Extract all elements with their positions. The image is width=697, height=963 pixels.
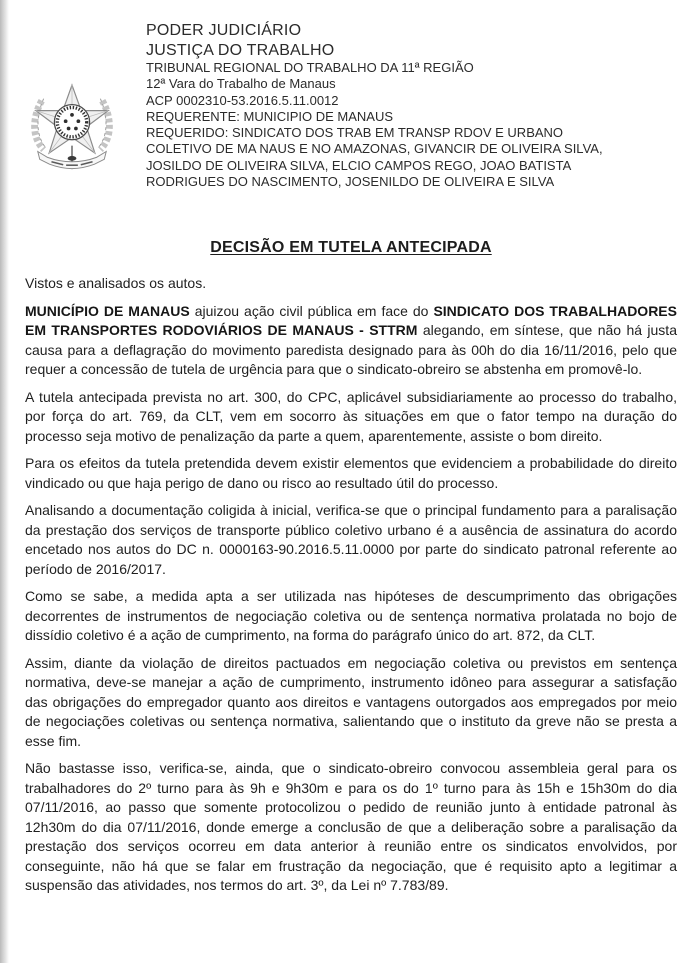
text-segment: ajuizou ação civil pública em face do [189,302,434,319]
text-segment: Como se sabe, a medida apta a ser utilizada nas hipóteses de descumprimento das obrigações decorrentes de instrumentos de negociação coletiva ou de sentença normativa prolatada no bojo de dissídio coletivo é a ação de cumprimento, na forma do parágrafo único do art. 872, da CLT. [25,588,677,643]
header-line: PODER JUDICIÁRIO [146,22,302,39]
header-line: ACP 0002310-53.2016.5.11.0012 [146,92,339,108]
text-segment: Não bastasse isso, verifica-se, ainda, que o sindicato-obreiro convocou assembleia geral para os trabalhadores do 2º turno para às 9h e 9h30m e para os do 1º turno para às 15h e 15h30m do dia 07/11/2016, ao passo que somente protocolizou o pedido de reunião junto à entidade patronal às 12h30m do dia 07/11/2016, donde emerge a conclusão de que a deliberação sobre a paralisação da prestação dos serviços ocorreu em data anterior à reunião entre os sindicatos envolvidos, por conseguinte, não há que se falar em frustração da negociação, que é requisito apto a legitimar a suspensão das atividades, nos termos do art. 3º, da Lei nº 7.783/89. [25,760,677,893]
paragraph [25,501,677,579]
header-line: JUSTIÇA DO TRABALHO [146,41,335,59]
text-segment: Assim, diante da violação de direitos pactuados em negociação coletiva ou previstos em sentença normativa, deve-se manejar a ação de cumprimento, instrumento idôneo para assegurar a satisfação das obrigações do empregador quanto aos direitos e vantagens outorgados aos empregados por meio de negociações coletivas ou sentença normativa, salientando que o instituto da greve não se presta a esse fim. [25,654,677,749]
text-segment: alegando, em síntese, que não há justa causa para a deflagração do movimento paredista designado para às 00h do dia 16/11/2016, pelo que requer a concessão de tutela de urgência para que o sindicato-obreiro se abstenha em promovê-lo. [25,322,677,377]
paragraph [25,274,677,294]
text-segment: Analisando a documentação coligida à inicial, verifica-se que o principal fundamento para a paralisação da prestação dos serviços de transporte público coletivo urbano é a ausência de assinatura do acordo encetado nos autos do DC n. 0000163-90.2016.5.11.0000 por parte do sindicato patronal referente ao período de 2016/2017. [25,502,677,577]
paragraph [25,759,677,896]
text-segment: A tutela antecipada prevista no art. 300, do CPC, aplicável subsidiariamente ao processo do trabalho, por força do art. 769, da CLT, vem em socorro às situações em que o fator tempo na duração do processo seja motivo de penalização da parte a quem, aparentemente, assiste o bom direito. [25,388,677,444]
header-line: REQUERENTE: MUNICIPIO DE MANAUS [146,108,394,124]
document-header [146,21,624,190]
coat-of-arms-icon [28,80,116,180]
header-line: 12ª Vara do Trabalho de Manaus [146,76,336,92]
bold-text-segment: SINDICATO DOS TRABALHADORES EM TRANSPORTES RODOVIÁRIOS DE MANAUS - STTRM [25,302,677,338]
text-segment: Vistos e analisados os autos. [25,275,207,291]
paragraph [25,587,677,646]
bold-text-segment: MUNICÍPIO DE MANAUS [25,302,190,319]
header-line: REQUERIDO: SINDICATO DOS TRAB EM TRANSP RDOV E URBANO COLETIVO DE MA NAUS E NO AMAZONAS, GIVANCIR DE OLIVEIRA SILVA, JOSILDO DE OLIVEIRA SILVA, ELCIO CAMPOS REGO, JOAO BATISTA RODRIGUES DO NASCIMENTO, JOSENILDO DE OLIVEIRA E SILVA [146,125,603,190]
document-body [25,274,677,904]
paragraph [25,454,677,493]
document-title: DECISÃO EM TUTELA ANTECIPADA [210,239,492,256]
text-segment: Para os efeitos da tutela pretendida devem existir elementos que evidenciem a probabilidade do direito vindicado ou que haja perigo de dano ou risco ao resultado útil do processo. [25,455,677,491]
scan-edge-shadow [0,0,9,963]
paragraph [25,654,677,752]
header-line: TRIBUNAL REGIONAL DO TRABALHO DA 11ª REGIÃO [146,60,474,75]
paragraph [25,302,677,380]
paragraph [25,388,677,447]
